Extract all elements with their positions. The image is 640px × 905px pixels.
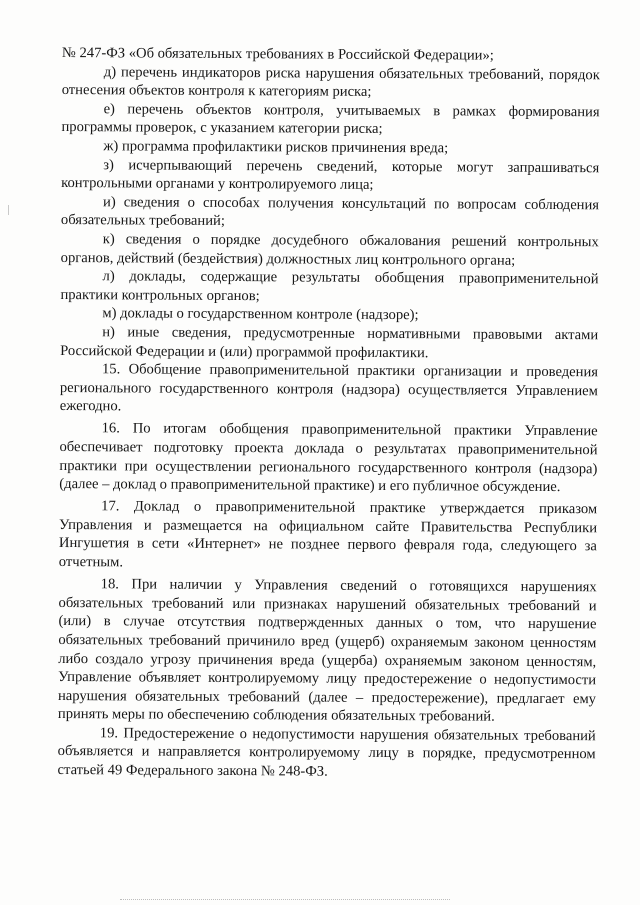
list-item-n: н) иные сведения, предусмотренные нормативными правовыми актами Российской Федерации и (или) программой профилактики. (60, 324, 599, 361)
document-body (58, 44, 600, 783)
clause-16: 16. По итогам обобщения правоприменительной практики Управление обеспечивает подготовку проекта доклада о результатах правоприменительной практики при осуществлении регионального государственного контроля (надзора) (далее – доклад о правоприменительной практике) и его публичное обсуждение. (59, 420, 598, 496)
list-item-e: е) перечень объектов контроля, учитываемых в рамках формирования программы проверок, с указанием категории риска; (61, 101, 600, 138)
scan-artifact-mark (8, 205, 9, 215)
list-item-z: з) исчерпывающий перечень сведений, которые могут запрашиваться контрольными органами у контролируемого лица; (61, 156, 600, 194)
list-item-k: к) сведения о порядке досудебного обжалования решений контрольных органов, действий (бездействия) должностных лиц контрольного органа; (60, 231, 599, 269)
list-item-m: м) доклады о государственном контроле (надзоре); (102, 305, 419, 324)
list-item-i: и) сведения о способах получения консультаций по вопросам соблюдения обязательных требований; (60, 194, 600, 230)
scan-bottom-edge (120, 899, 450, 901)
clause-15: 15. Обобщение правоприменительной практики организации и проведения регионального государственного контроля (надзора) осуществляется Управлением ежегодно. (59, 361, 599, 415)
list-item-l: л) доклады, содержащие результаты обобщения правоприменительной практики контрольных органов; (60, 268, 599, 304)
clause-17: 17. Доклад о правоприменительной практике утверждается приказом Управления и размещается на официальном сайте Правительства Республики Ингушетия в сети «Интернет» не позднее первого февраля года, следующего за отчетным. (58, 498, 598, 571)
list-item-zh: ж) программа профилактики рисков причинения вреда; (103, 138, 449, 157)
clause-19: 19. Предостережение о недопустимости нарушения обязательных требований объявляется и направляется контролируемому лицу в порядке, предусмотренном статьей 49 Федерального закона № 248-ФЗ. (57, 725, 596, 780)
clause-18: 18. При наличии у Управления сведений о готовящихся нарушениях обязательных требований или признаках нарушений обязательных требований и (или) в случае отсутствия подтвержденных данных о том, что нарушение обязательных требований причинило вред (ущерб) охраняемым законом ценностям либо создало угрозу причинения вреда (ущерба) охраняемым законом ценностям, Управление объявляет контролируемому лицу предостережение о недопустимости нарушения обязательных требований (далее – предостережение), предлагает ему принять меры по обеспечению соблюдения обязательных требований. (57, 576, 597, 725)
list-item-d: д) перечень индикаторов риска нарушения обязательных требований, порядок отнесения объектов контроля к категориям риска; (61, 63, 600, 101)
law-reference-continuation: № 247-ФЗ «Об обязательных требованиях в Российской Федерации»; (61, 44, 494, 64)
